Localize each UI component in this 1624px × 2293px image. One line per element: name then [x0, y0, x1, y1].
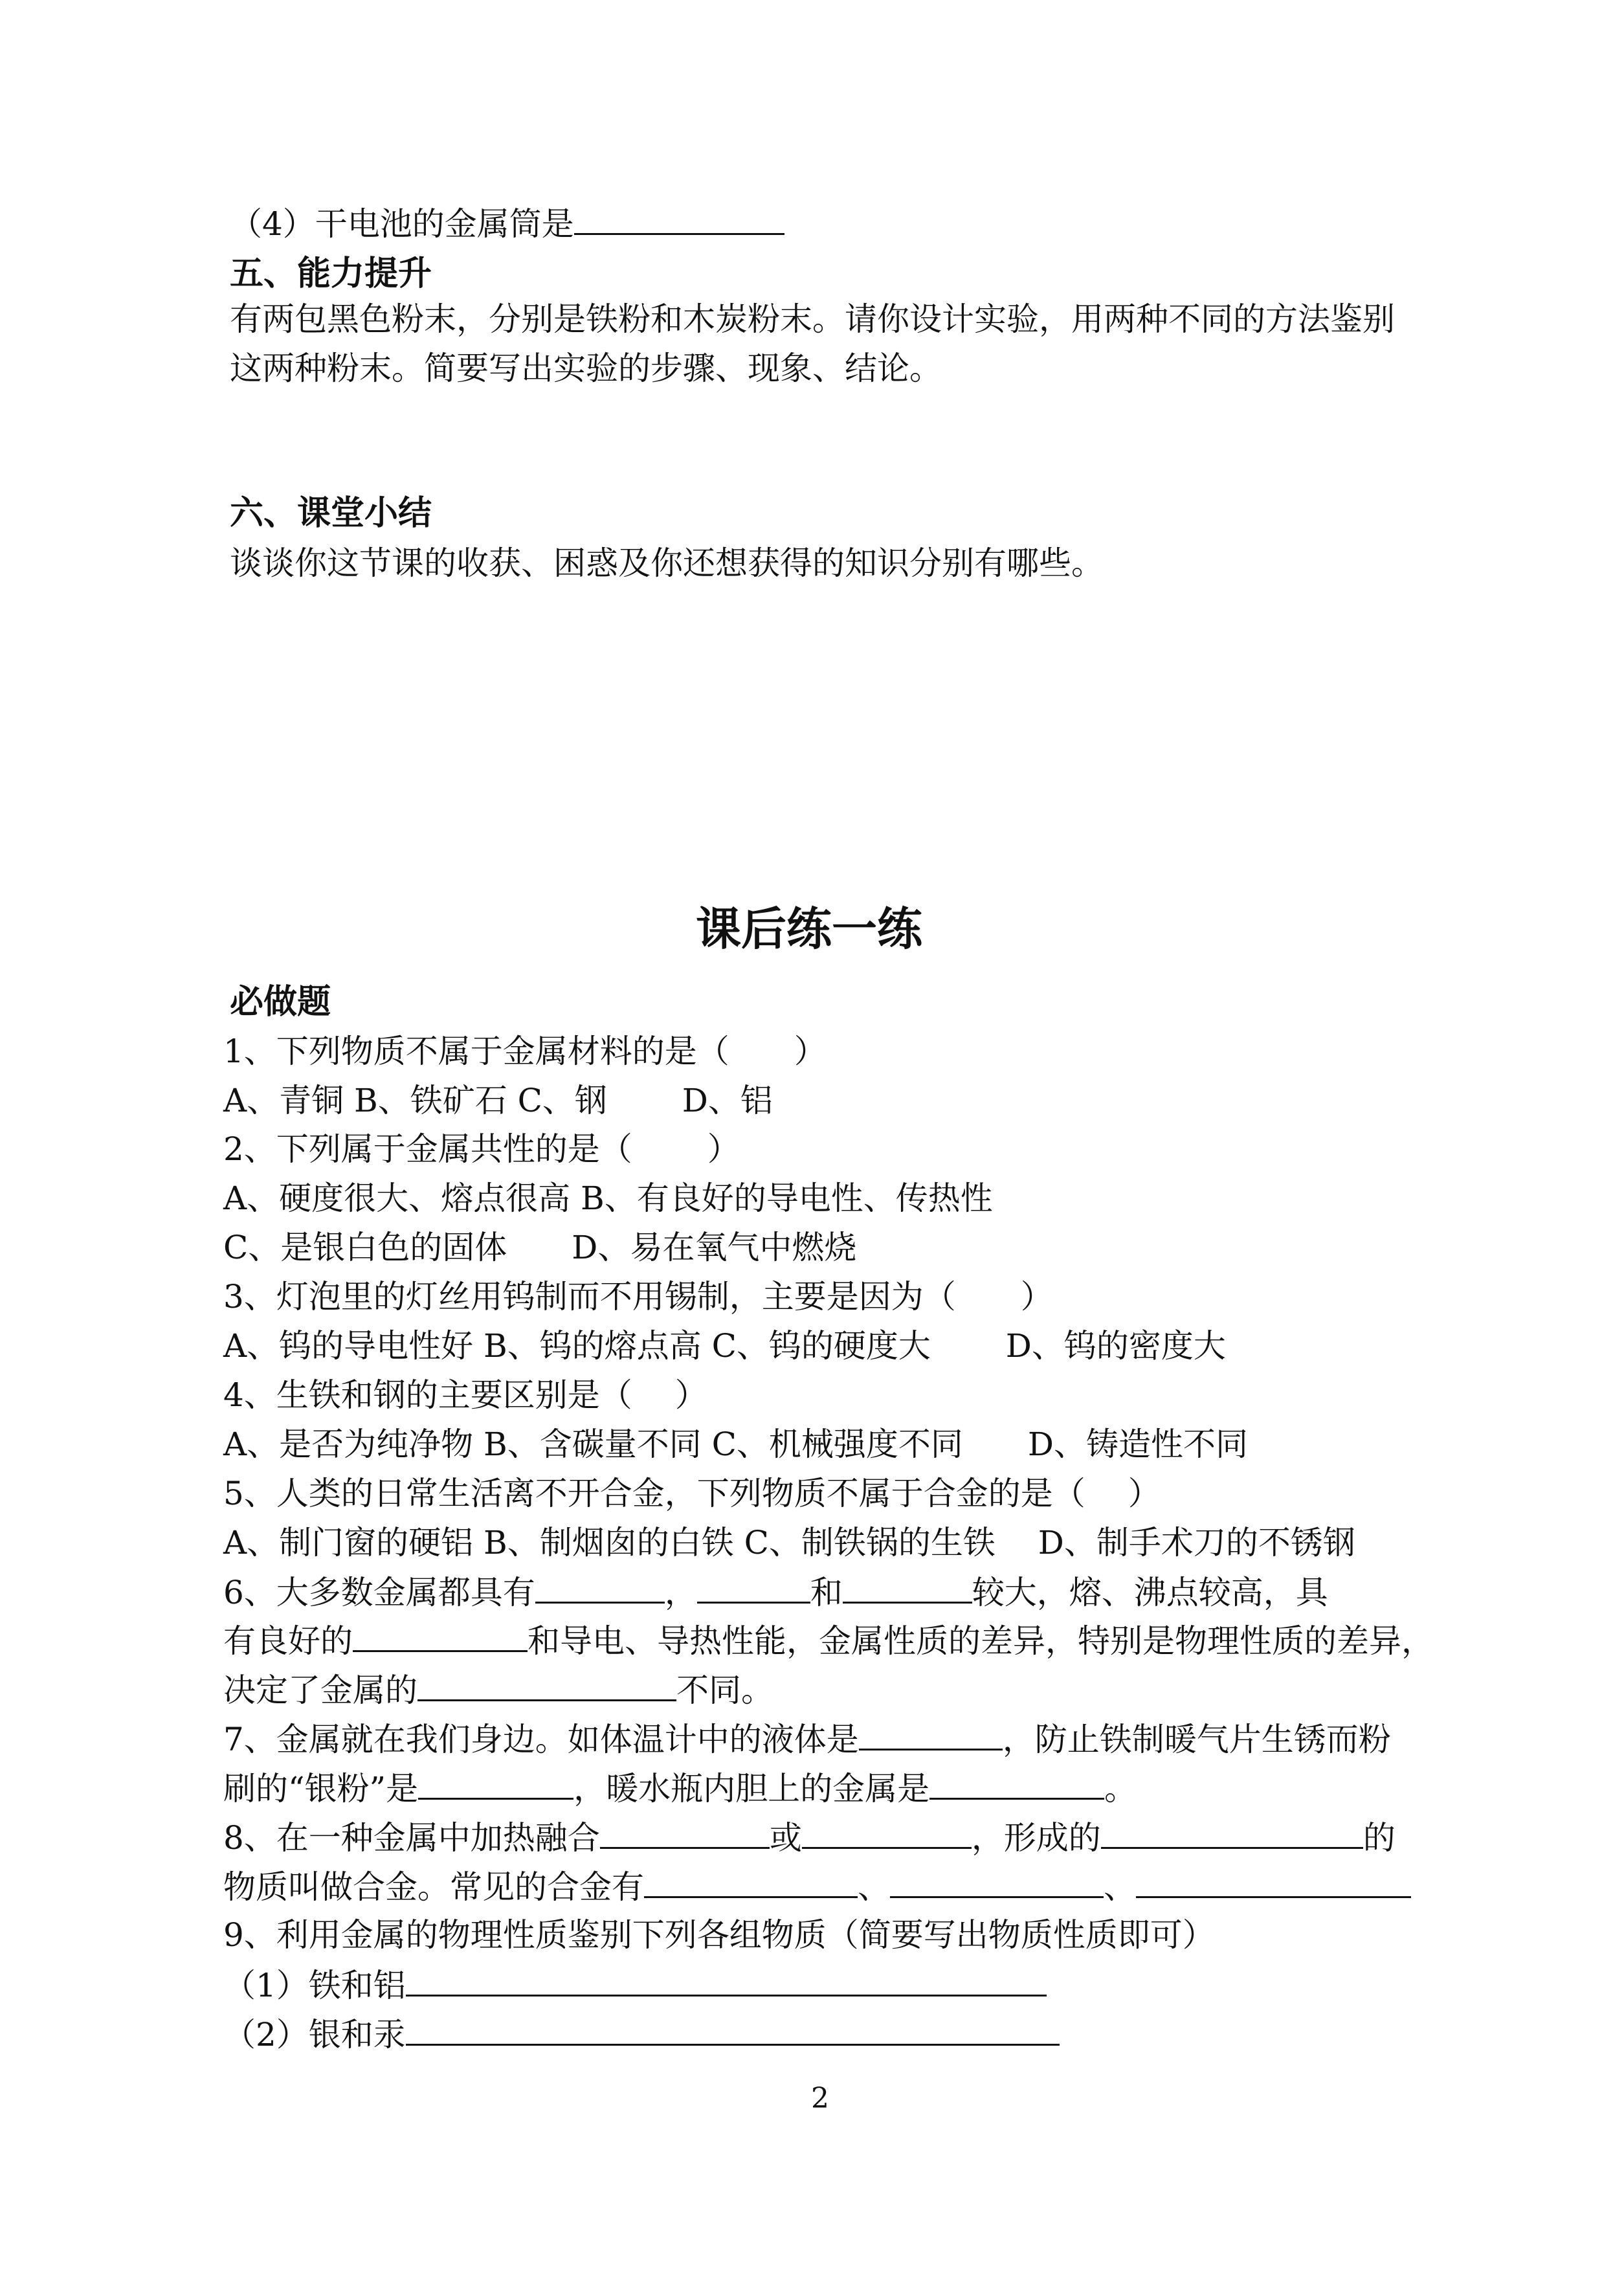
question-4-text: （4）干电池的金属筒是 — [230, 205, 574, 243]
section-5-paragraph-line-2: 这两种粉末。简要写出实验的步骤、现象、结论。 — [230, 350, 942, 387]
q6-text-e: 有良好的 — [223, 1622, 353, 1660]
page-number: 2 — [811, 2082, 829, 2115]
answer-blank[interactable] — [843, 1572, 972, 1604]
q2-options-2: C、是银白色的固体 D、易在氧气中燃烧 — [223, 1229, 857, 1266]
q7-text-e: 。 — [1104, 1770, 1137, 1807]
q8-line-2 — [223, 1866, 1411, 1907]
q7-line-2 — [223, 1768, 1137, 1808]
q8-text-e: 物质叫做合金。常见的合金有 — [223, 1868, 644, 1906]
q9-part-2 — [223, 2014, 1060, 2054]
q6-text-d: 较大，熔、沸点较高，具 — [972, 1574, 1328, 1611]
answer-blank[interactable] — [859, 1719, 1003, 1751]
answer-blank[interactable] — [890, 1866, 1104, 1898]
q9-part-1-text: （1）铁和铝 — [223, 1967, 406, 2004]
q6-text-h: 不同。 — [676, 1672, 773, 1709]
answer-blank[interactable] — [929, 1768, 1104, 1800]
answer-blank[interactable] — [418, 1768, 573, 1800]
answer-blank[interactable] — [1101, 1817, 1363, 1849]
answer-blank[interactable] — [697, 1572, 810, 1604]
q8-line-1 — [223, 1817, 1396, 1857]
q7-text-c: 刷的“银粉”是 — [223, 1770, 419, 1807]
answer-blank[interactable] — [574, 203, 784, 235]
exercise-subtitle: 必做题 — [230, 983, 331, 1022]
answer-blank[interactable] — [1136, 1866, 1411, 1898]
q2-options-1: A、硬度很大、熔点很高 B、有良好的导电性、传热性 — [223, 1180, 993, 1217]
q8-text-c: ，形成的 — [971, 1819, 1101, 1857]
q4-options: A、是否为纯净物 B、含碳量不同 C、机械强度不同 D、铸造性不同 — [223, 1426, 1248, 1463]
q8-text-b: 或 — [769, 1819, 802, 1857]
answer-blank[interactable] — [406, 2014, 1060, 2046]
section-5-paragraph-line-1: 有两包黑色粉末，分别是铁粉和木炭粉末。请你设计实验，用两种不同的方法鉴别 — [230, 300, 1395, 338]
answer-blank[interactable] — [644, 1866, 858, 1898]
answer-blank[interactable] — [406, 1965, 1047, 1997]
q1-stem: 1、下列物质不属于金属材料的是（ ） — [223, 1033, 827, 1070]
q6-text-c: 和 — [810, 1574, 843, 1611]
q6-line-1 — [223, 1572, 1328, 1612]
answer-blank[interactable] — [417, 1670, 676, 1701]
q7-line-1 — [223, 1719, 1391, 1759]
q8-text-a: 8、在一种金属中加热融合 — [223, 1819, 600, 1857]
q4-stem: 4、生铁和钢的主要区别是（ ） — [223, 1376, 707, 1414]
section-5-heading: 五、能力提升 — [230, 254, 432, 293]
q8-text-d: 的 — [1363, 1819, 1396, 1857]
section-6-heading: 六、课堂小结 — [230, 494, 432, 533]
q3-stem: 3、灯泡里的灯丝用钨制而不用锡制，主要是因为（ ） — [223, 1278, 1053, 1315]
q5-options: A、制门窗的硬铝 B、制烟囱的白铁 C、制铁锅的生铁 D、制手术刀的不锈钢 — [223, 1524, 1355, 1561]
q9-stem: 9、利用金属的物理性质鉴别下列各组物质（简要写出物质性质即可） — [223, 1916, 1215, 1954]
answer-blank[interactable] — [802, 1817, 972, 1849]
section-6-paragraph: 谈谈你这节课的收获、困惑及你还想获得的知识分别有哪些。 — [230, 544, 1104, 582]
q6-line-3 — [223, 1670, 773, 1710]
q7-text-d: ，暖水瓶内胆上的金属是 — [573, 1770, 930, 1807]
q6-text-f: 和导电、导热性能，金属性质的差异，特别是物理性质的差异， — [528, 1622, 1434, 1660]
q6-text-g: 决定了金属的 — [223, 1672, 417, 1709]
q9-part-2-text: （2）银和汞 — [223, 2016, 406, 2053]
answer-blank[interactable] — [600, 1817, 770, 1849]
q6-line-2 — [223, 1620, 1434, 1661]
q2-stem: 2、下列属于金属共性的是（ ） — [223, 1130, 740, 1168]
q8-text-g: 、 — [1104, 1868, 1136, 1906]
q1-options: A、青铜 B、铁矿石 C、钢 D、铝 — [223, 1082, 773, 1119]
question-4-line — [230, 203, 784, 243]
q6-text-a: 6、大多数金属都具有 — [223, 1574, 535, 1611]
answer-blank[interactable] — [353, 1620, 528, 1652]
q8-text-f: 、 — [858, 1868, 890, 1906]
q7-text-b: ，防止铁制暖气片生锈而粉 — [1002, 1721, 1391, 1758]
exercise-title: 课后练一练 — [696, 902, 922, 956]
q7-text-a: 7、金属就在我们身边。如体温计中的液体是 — [223, 1721, 859, 1758]
q5-stem: 5、人类的日常生活离不开合金，下列物质不属于合金的是（ ） — [223, 1475, 1161, 1512]
answer-blank[interactable] — [535, 1572, 665, 1604]
q6-text-b: ， — [664, 1574, 697, 1611]
q3-options: A、钨的导电性好 B、钨的熔点高 C、钨的硬度大 D、钨的密度大 — [223, 1327, 1226, 1365]
q9-part-1 — [223, 1965, 1047, 2005]
